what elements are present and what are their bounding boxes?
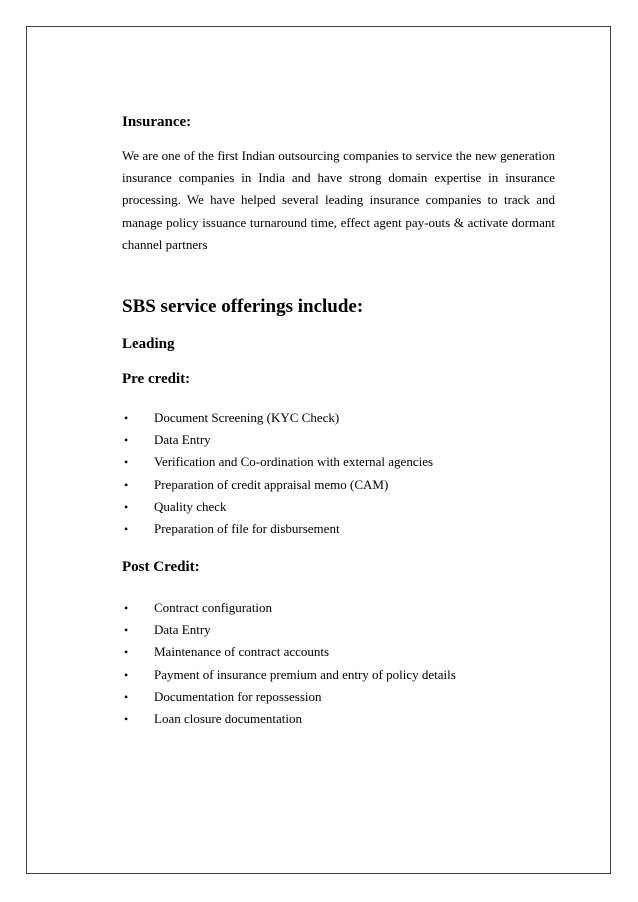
list-item-text: Quality check [154,498,227,514]
list-item-text: Preparation of file for disbursement [154,520,340,536]
bullet-icon: • [124,623,129,638]
list-item [122,597,555,619]
list-item [122,407,555,429]
bullet-icon: • [124,477,129,492]
bullet-icon: • [124,689,129,704]
list-item [122,619,555,641]
list-item [122,496,555,518]
list-item-text: Document Screening (KYC Check) [154,410,340,425]
pre-credit-heading: Pre credit: [122,371,191,387]
bullet-icon: • [124,667,129,682]
list-item [122,451,555,473]
list-item [122,686,555,708]
post-credit-list [122,597,555,730]
bullet-icon: • [124,521,129,536]
insurance-heading: Insurance: [122,114,192,130]
insurance-paragraph: We are one of the first Indian outsourcing companies to service the new generation insurance companies in India and have strong domain expertise in insurance processing. We have helped several leading insurance companies to track and manage policy issuance turnaround time, effect agent pay-outs & activate dormant channel partners [122,148,555,252]
list-item-text: Data Entry [154,622,211,638]
bullet-icon: • [124,455,129,470]
list-item [122,429,555,451]
bullet-icon: • [124,499,129,514]
list-item [122,518,555,540]
list-item [122,664,555,686]
list-item-text: Loan closure documentation [154,710,303,726]
bullet-icon: • [124,711,129,726]
bullet-icon: • [124,411,129,425]
bullet-icon: • [124,601,129,615]
list-item-text: Data Entry [154,432,211,448]
list-item-text: Preparation of credit appraisal memo (CAM) [154,476,389,492]
list-item-text: Contract configuration [154,600,273,615]
list-item [122,474,555,496]
list-item [122,708,555,730]
list-item-text: Maintenance of contract accounts [154,644,330,660]
post-credit-heading: Post Credit: [122,559,200,575]
list-item-text: Payment of insurance premium and entry of policy details [154,666,456,682]
bullet-icon: • [124,645,129,660]
pre-credit-list [122,407,555,540]
list-item-text: Documentation for repossession [154,688,322,704]
bullet-icon: • [124,433,129,448]
list-item-text: Verification and Co-ordination with external agencies [154,454,434,470]
leading-heading: Leading [122,336,175,352]
list-item [122,641,555,663]
offerings-heading: SBS service offerings include: [122,296,364,317]
